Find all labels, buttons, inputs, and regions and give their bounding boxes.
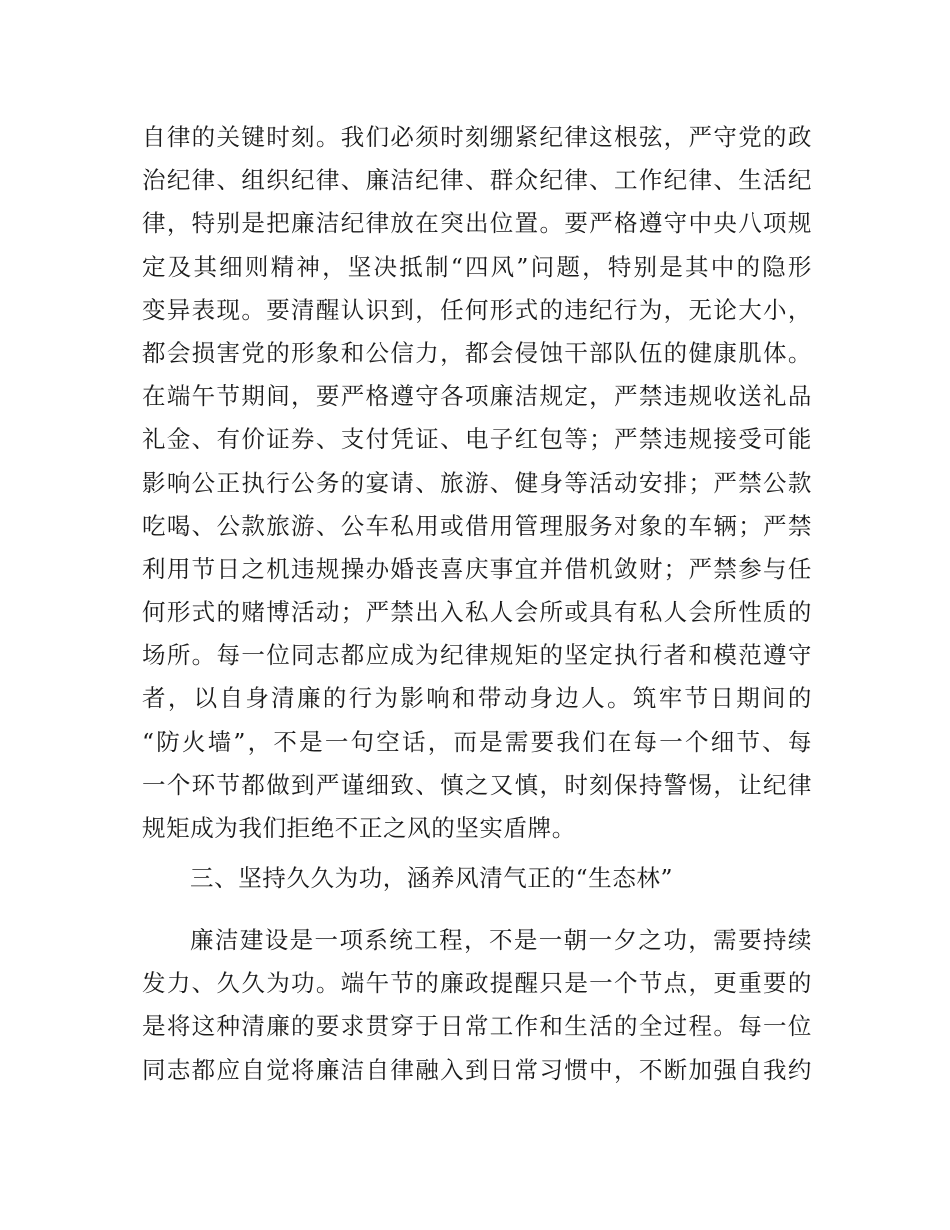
- paragraph-line: 定及其细则精神，坚决抵制“四风”问题，特别是其中的隐形: [142, 252, 812, 281]
- paragraph-discipline: [142, 116, 812, 850]
- paragraph-line: 礼金、有价证券、支付凭证、电子红包等；严禁违规接受可能: [142, 425, 812, 454]
- paragraph-line: 廉洁建设是一项系统工程，不是一朝一夕之功，需要持续: [190, 926, 812, 954]
- paragraph-line: 治纪律、组织纪律、廉洁纪律、群众纪律、工作纪律、生活纪: [142, 166, 812, 195]
- paragraph-line: “防火墙”，不是一句空话，而是需要我们在每一个细节、每: [142, 727, 812, 756]
- section-heading-3: 三、坚持久久为功，涵养风清气正的“生态林”: [190, 864, 674, 892]
- paragraph-line: 发力、久久为功。端午节的廉政提醒只是一个节点，更重要的: [142, 969, 812, 998]
- paragraph-line: 同志都应自觉将廉洁自律融入到日常习惯中，不断加强自我约: [142, 1055, 812, 1084]
- paragraph-line: 场所。每一位同志都应成为纪律规矩的坚定执行者和模范遵守: [142, 641, 812, 670]
- paragraph-line: 何形式的赌博活动；严禁出入私人会所或具有私人会所性质的: [142, 598, 812, 627]
- paragraph-line: 利用节日之机违规操办婚丧喜庆事宜并借机敛财；严禁参与任: [142, 554, 812, 583]
- paragraph-line: 自律的关键时刻。我们必须时刻绷紧纪律这根弦，严守党的政: [142, 123, 812, 151]
- paragraph-integrity-building: [142, 919, 812, 1092]
- paragraph-line: 吃喝、公款旅游、公车私用或借用管理服务对象的车辆；严禁: [142, 511, 812, 540]
- paragraph-line: 都会损害党的形象和公信力，都会侵蚀干部队伍的健康肌体。: [142, 338, 812, 367]
- paragraph-line: 者，以自身清廉的行为影响和带动身边人。筑牢节日期间的: [142, 684, 812, 713]
- paragraph-line: 变异表现。要清醒认识到，任何形式的违纪行为，无论大小，: [142, 295, 812, 324]
- paragraph-line: 影响公正执行公务的宴请、旅游、健身等活动安排；严禁公款: [142, 468, 812, 497]
- paragraph-line: 是将这种清廉的要求贯穿于日常工作和生活的全过程。每一位: [142, 1012, 812, 1041]
- paragraph-line: 在端午节期间，要严格遵守各项廉洁规定，严禁违规收送礼品: [142, 382, 812, 411]
- paragraph-line: 规矩成为我们拒绝不正之风的坚实盾牌。: [142, 814, 576, 842]
- paragraph-line: 一个环节都做到严谨细致、慎之又慎，时刻保持警惕，让纪律: [142, 770, 812, 799]
- paragraph-line: 律，特别是把廉洁纪律放在突出位置。要严格遵守中央八项规: [142, 209, 812, 238]
